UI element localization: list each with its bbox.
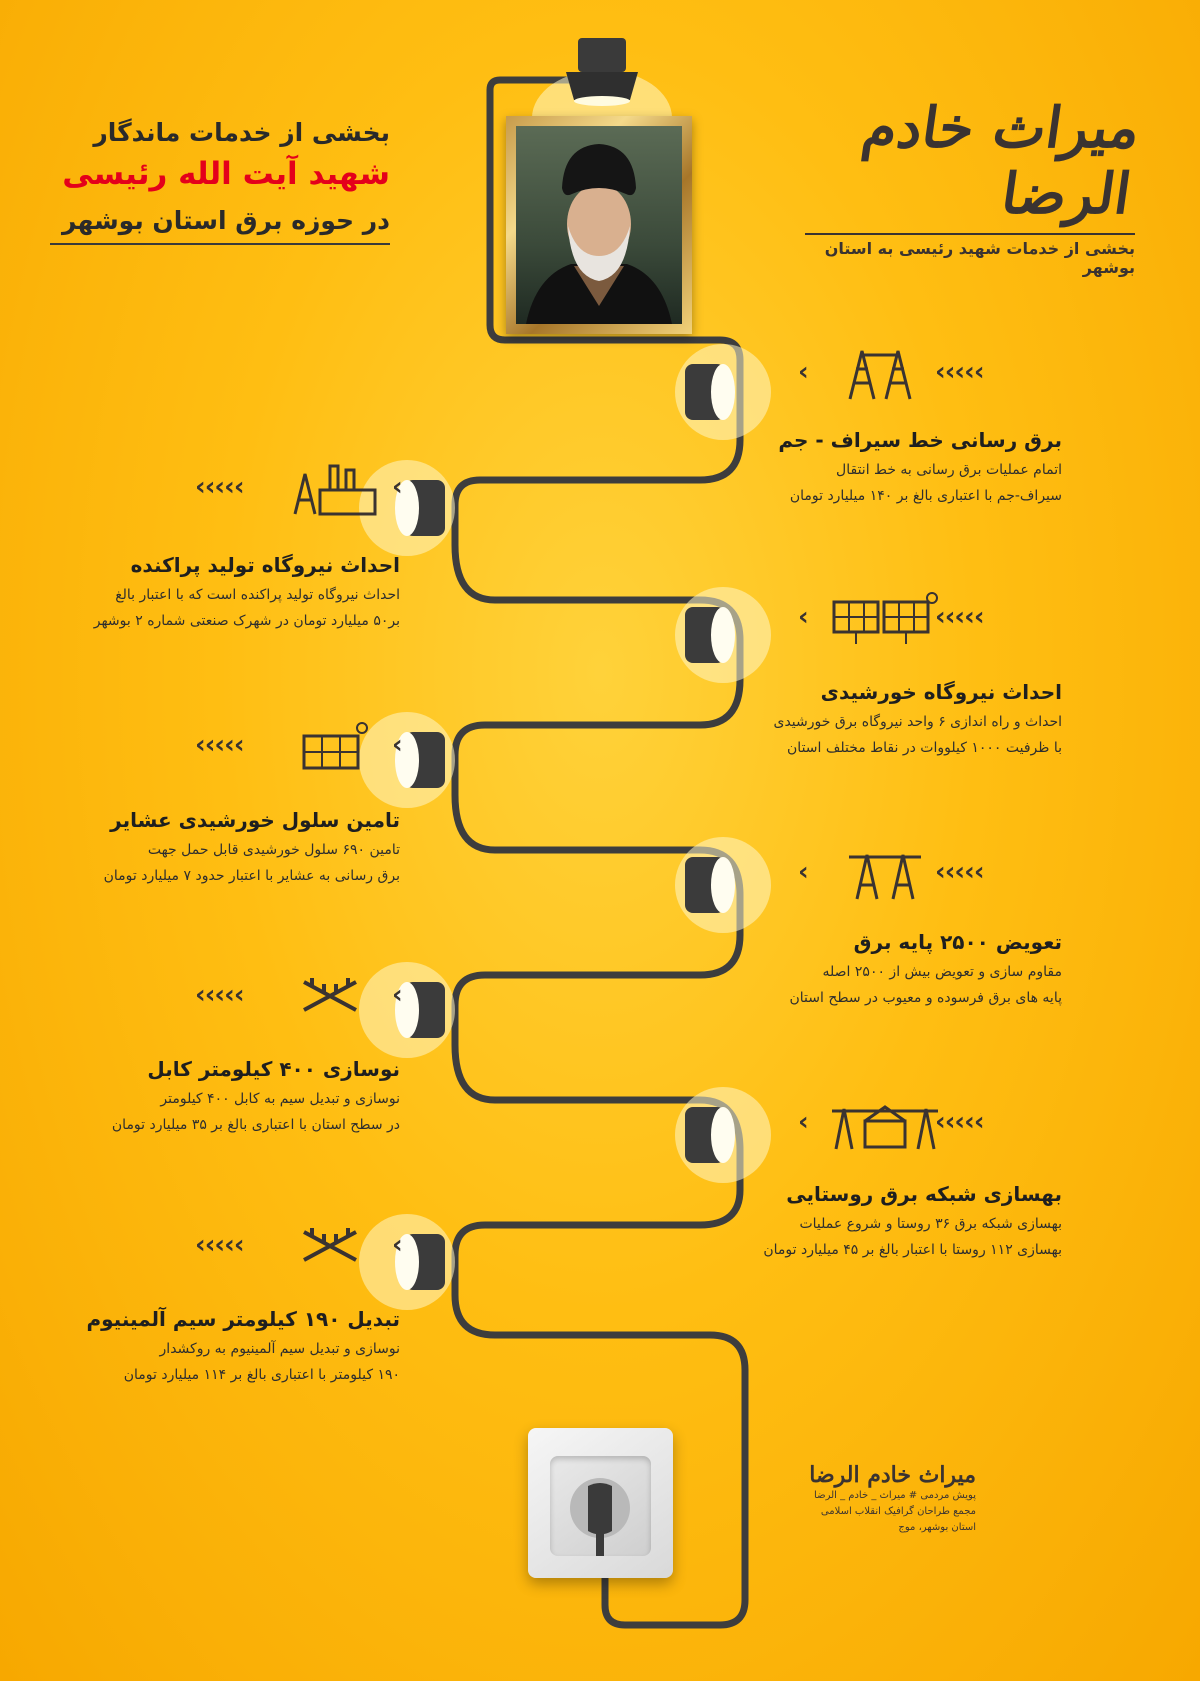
chevron-left-icon: ‹ — [798, 857, 808, 887]
socket-face — [550, 1456, 651, 1556]
item-desc-2: ۱۹۰ کیلومتر با اعتباری بالغ بر ۱۱۴ میلیارد تومان — [123, 1366, 400, 1383]
item-desc-1: احداث و راه اندازی ۶ واحد نیروگاه برق خورشیدی — [773, 714, 1062, 730]
item-title: برق رسانی خط سیراف - جم — [778, 428, 1062, 452]
icon-row — [0, 460, 1200, 516]
chevron-left-icon: ‹ — [392, 1230, 402, 1260]
chevron-left-icon: ‹ — [392, 730, 402, 760]
item-title: بهسازی شبکه برق روستایی — [786, 1182, 1062, 1206]
chevron-left-icon: ‹ — [798, 602, 808, 632]
solar-farm-icon — [830, 590, 940, 650]
power-plant-icon — [290, 460, 380, 520]
item-desc-1: احداث نیروگاه تولید پراکنده است که با اعتبار بالغ — [115, 587, 400, 603]
item-desc-2: بهسازی ۱۱۲ روستا با اعتبار بالغ بر ۴۵ میلیارد تومان — [763, 1241, 1062, 1258]
chevrons-left-icon: ‹‹‹‹‹ — [935, 357, 984, 387]
campaign-logo — [800, 95, 1145, 277]
logo-subtitle: بخشی از خدمات شهید رئیسی به استان بوشهر — [824, 239, 1135, 277]
credit-block — [786, 1462, 976, 1536]
item-desc-2: با ظرفیت ۱۰۰۰ کیلووات در نقاط مختلف استان — [787, 739, 1062, 756]
item-desc-1: نوسازی و تبدیل سیم به کابل ۴۰۰ کیلومتر — [160, 1091, 400, 1107]
item-title: تعویض ۲۵۰۰ پایه برق — [853, 930, 1062, 954]
item-desc-2: سیراف-جم با اعتباری بالغ بر ۱۴۰ میلیارد تومان — [789, 487, 1062, 504]
item-desc-2: در سطح استان با اعتباری بالغ بر ۳۵ میلیارد تومان — [111, 1116, 400, 1133]
item-aluminum-wire — [60, 1307, 400, 1389]
item-desc-2: برق رسانی به عشایر با اعتبار حدود ۷ میلیارد تومان — [103, 867, 400, 884]
icon-row — [0, 968, 1200, 1024]
chevrons-left-icon: ‹‹‹‹‹ — [195, 980, 244, 1010]
icon-row — [0, 590, 1200, 646]
logo-rule — [805, 233, 1135, 235]
header-title — [40, 120, 390, 245]
chevrons-left-icon: ‹‹‹‹‹ — [935, 857, 984, 887]
item-desc-2: بر۵۰ میلیارد تومان در شهرک صنعتی شماره ۲ بوشهر — [93, 612, 400, 629]
credit-line-1: پویش مردمی # میراث _ خادم _ الرضا — [814, 1490, 976, 1501]
transmission-tower-icon — [840, 345, 920, 405]
item-desc-1: بهسازی شبکه برق ۳۶ روستا و شروع عملیات — [799, 1216, 1062, 1232]
item-desc-1: مقاوم سازی و تعویض بیش از ۲۵۰۰ اصله — [822, 964, 1062, 980]
icon-row — [0, 1218, 1200, 1274]
logo-title: میراث خادم الرضا — [858, 95, 1145, 227]
aluminum-wire-icon — [300, 1218, 360, 1278]
icon-row — [0, 345, 1200, 401]
item-title: احداث نیروگاه تولید پراکنده — [130, 553, 400, 577]
wall-socket — [528, 1428, 673, 1578]
header-line-3: در حوزه برق استان بوشهر — [62, 206, 390, 235]
chevrons-left-icon: ‹‹‹‹‹ — [935, 602, 984, 632]
chevrons-left-icon: ‹‹‹‹‹ — [195, 472, 244, 502]
chevron-left-icon: ‹ — [798, 357, 808, 387]
icon-row — [0, 1095, 1200, 1151]
credit-line-3: استان بوشهر، موج — [898, 1522, 976, 1533]
item-desc-2: پایه های برق فرسوده و معیوب در سطح استان — [789, 989, 1062, 1006]
item-title: احداث نیروگاه خورشیدی — [820, 680, 1062, 704]
portrait-frame — [506, 116, 692, 334]
credit-logo: میراث خادم الرضا — [809, 1462, 976, 1488]
solar-panel-icon — [300, 718, 370, 778]
icon-row — [0, 845, 1200, 901]
chevrons-left-icon: ‹‹‹‹‹ — [935, 1107, 984, 1137]
header-rule — [50, 243, 390, 245]
item-desc-1: نوسازی و تبدیل سیم آلمینیوم به روکشدار — [159, 1341, 400, 1357]
credit-line-2: مجمع طراحان گرافیک انقلاب اسلامی — [820, 1506, 976, 1517]
chevron-left-icon: ‹ — [798, 1107, 808, 1137]
cable-icon — [300, 968, 360, 1028]
item-title: تبدیل ۱۹۰ کیلومتر سیم آلمینیوم — [86, 1307, 400, 1331]
item-desc-1: اتمام عملیات برق رسانی به خط انتقال — [836, 462, 1062, 478]
portrait — [516, 126, 682, 324]
header-line-1: بخشی از خدمات ماندگار — [93, 118, 390, 147]
chevron-left-icon: ‹ — [392, 472, 402, 502]
header-line-2: شهید آیت الله رئیسی — [62, 156, 390, 192]
icon-row — [0, 718, 1200, 774]
chevrons-left-icon: ‹‹‹‹‹ — [195, 1230, 244, 1260]
plug-icon — [550, 1456, 651, 1556]
rural-grid-icon — [830, 1095, 940, 1155]
power-poles-icon — [845, 845, 925, 905]
chevron-left-icon: ‹ — [392, 980, 402, 1010]
item-title: نوسازی ۴۰۰ کیلومتر کابل — [147, 1057, 400, 1081]
chevrons-left-icon: ‹‹‹‹‹ — [195, 730, 244, 760]
item-desc-1: تامین ۶۹۰ سلول خورشیدی قابل حمل جهت — [147, 842, 400, 858]
item-title: تامین سلول خورشیدی عشایر — [110, 808, 400, 832]
